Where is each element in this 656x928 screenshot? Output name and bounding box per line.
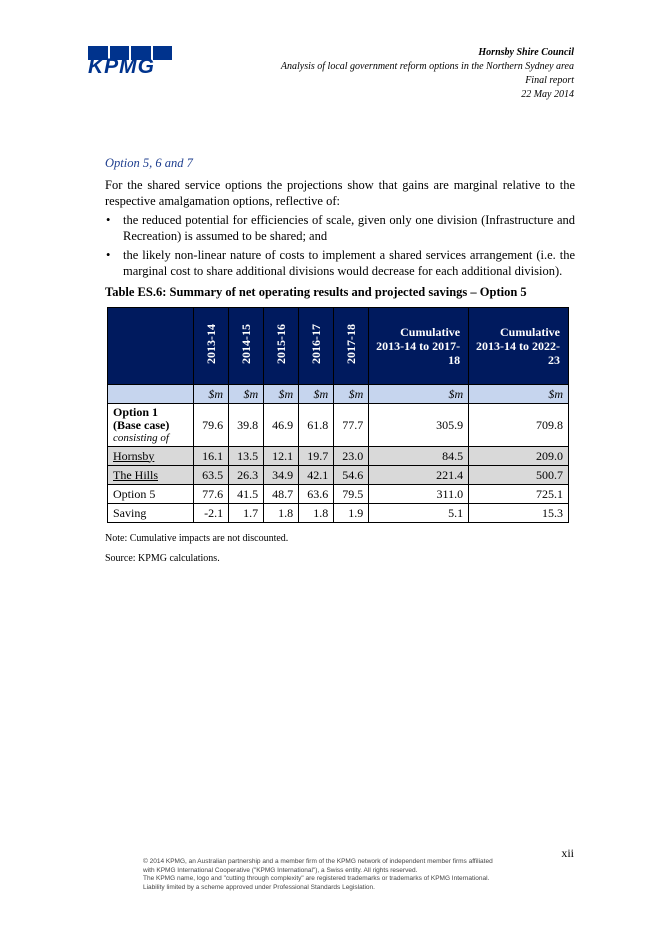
- bullet-item: [105, 247, 575, 279]
- header-report: Final report: [525, 75, 574, 86]
- table-cell: 1.7: [229, 504, 264, 523]
- kpmg-logo: [88, 46, 172, 76]
- year-header: 2014-15: [229, 308, 264, 385]
- table-cell: 63.5: [194, 466, 229, 485]
- table-row-hornsby: [108, 447, 569, 466]
- row-label: Option 5: [108, 485, 194, 504]
- table-cell: 221.4: [369, 466, 469, 485]
- table-cell: 26.3: [229, 466, 264, 485]
- table-row-the-hills: [108, 466, 569, 485]
- header-date: 22 May 2014: [521, 89, 574, 100]
- page-header: [281, 46, 574, 102]
- table-cell: 709.8: [469, 404, 569, 447]
- summary-table: [107, 307, 569, 523]
- unit-row: [108, 385, 569, 404]
- table-title: Table ES.6: Summary of net operating results and projected savings – Option 5: [105, 285, 527, 299]
- table-cell: 1.8: [264, 504, 299, 523]
- table-cell: 77.7: [334, 404, 369, 447]
- table-cell: 1.8: [299, 504, 334, 523]
- cumulative-header: Cumulative 2013-14 to 2017-18: [369, 308, 469, 385]
- year-header: 2013-14: [194, 308, 229, 385]
- footer-line: Liability limited by a scheme approved under Professional Standards Legislation.: [143, 883, 375, 891]
- bullet-text: the reduced potential for efficiencies of scale, given only one division (Infrastructure and Recreation) is assumed to be shared; and: [123, 213, 575, 243]
- unit-cell: $m: [299, 385, 334, 404]
- table-cell: 39.8: [229, 404, 264, 447]
- intro-paragraph: For the shared service options the projections show that gains are marginal relative to the respective amalgamation options, reflective of:: [105, 178, 575, 208]
- bullet-item: [105, 212, 575, 244]
- table-cell: 84.5: [369, 447, 469, 466]
- table-row-option5: [108, 485, 569, 504]
- table-cell: 41.5: [229, 485, 264, 504]
- unit-cell: $m: [334, 385, 369, 404]
- table-cell: 15.3: [469, 504, 569, 523]
- unit-cell: $m: [229, 385, 264, 404]
- bullet-list: [105, 212, 575, 282]
- table-cell: 500.7: [469, 466, 569, 485]
- table-cell: 79.6: [194, 404, 229, 447]
- table-header-row: [108, 308, 569, 385]
- table-cell: 311.0: [369, 485, 469, 504]
- table-cell: 54.6: [334, 466, 369, 485]
- table-row-option1: [108, 404, 569, 447]
- table-cell: 63.6: [299, 485, 334, 504]
- footer-line: The KPMG name, logo and "cutting through complexity" are registered trademarks or trademarks of KPMG International.: [143, 875, 490, 882]
- year-header: 2016-17: [299, 308, 334, 385]
- unit-cell: $m: [264, 385, 299, 404]
- page-number: xii: [561, 846, 574, 860]
- table-note: Note: Cumulative impacts are not discounted.: [105, 533, 289, 544]
- year-header: 2017-18: [334, 308, 369, 385]
- header-blank-cell: [108, 308, 194, 385]
- table-cell: 19.7: [299, 447, 334, 466]
- unit-cell: $m: [469, 385, 569, 404]
- table-cell: 34.9: [264, 466, 299, 485]
- row-label: Saving: [108, 504, 194, 523]
- table-cell: 13.5: [229, 447, 264, 466]
- unit-cell: $m: [369, 385, 469, 404]
- table-cell: 16.1: [194, 447, 229, 466]
- table-cell: -2.1: [194, 504, 229, 523]
- table-cell: 42.1: [299, 466, 334, 485]
- table-cell: 46.9: [264, 404, 299, 447]
- unit-cell: $m: [194, 385, 229, 404]
- header-org: Hornsby Shire Council: [478, 47, 574, 58]
- footer-line: with KPMG International Cooperative ("KPMG International"), a Swiss entity. All rights reserved.: [143, 866, 418, 874]
- table-cell: 61.8: [299, 404, 334, 447]
- row-label: The Hills: [108, 466, 194, 485]
- table-cell: 23.0: [334, 447, 369, 466]
- footer-line: © 2014 KPMG, an Australian partnership and a member firm of the KPMG network of independent member firms affiliated: [143, 858, 493, 865]
- table-cell: 725.1: [469, 485, 569, 504]
- year-header: 2015-16: [264, 308, 299, 385]
- table-cell: 305.9: [369, 404, 469, 447]
- unit-blank-cell: [108, 385, 194, 404]
- table-cell: 209.0: [469, 447, 569, 466]
- legal-footer: [143, 858, 543, 892]
- table-source: Source: KPMG calculations.: [105, 553, 220, 564]
- logo-text: KPMG: [88, 55, 155, 78]
- section-heading: Option 5, 6 and 7: [105, 156, 193, 170]
- table-cell: 1.9: [334, 504, 369, 523]
- table-cell: 5.1: [369, 504, 469, 523]
- bullet-icon: •: [106, 213, 111, 227]
- cumulative-header: Cumulative 2013-14 to 2022-23: [469, 308, 569, 385]
- table-row-saving: [108, 504, 569, 523]
- bullet-icon: •: [106, 248, 111, 262]
- row-label: Hornsby: [108, 447, 194, 466]
- table-cell: 79.5: [334, 485, 369, 504]
- table-cell: 48.7: [264, 485, 299, 504]
- header-subtitle: Analysis of local government reform options in the Northern Sydney area: [280, 61, 574, 72]
- table-cell: 77.6: [194, 485, 229, 504]
- bullet-text: the likely non-linear nature of costs to implement a shared services arrangement (i.e. the marginal cost to share additional divisions would decrease for each additional division).: [123, 248, 575, 278]
- table-cell: 12.1: [264, 447, 299, 466]
- row-label: Option 1 (Base case) consisting of: [108, 404, 194, 447]
